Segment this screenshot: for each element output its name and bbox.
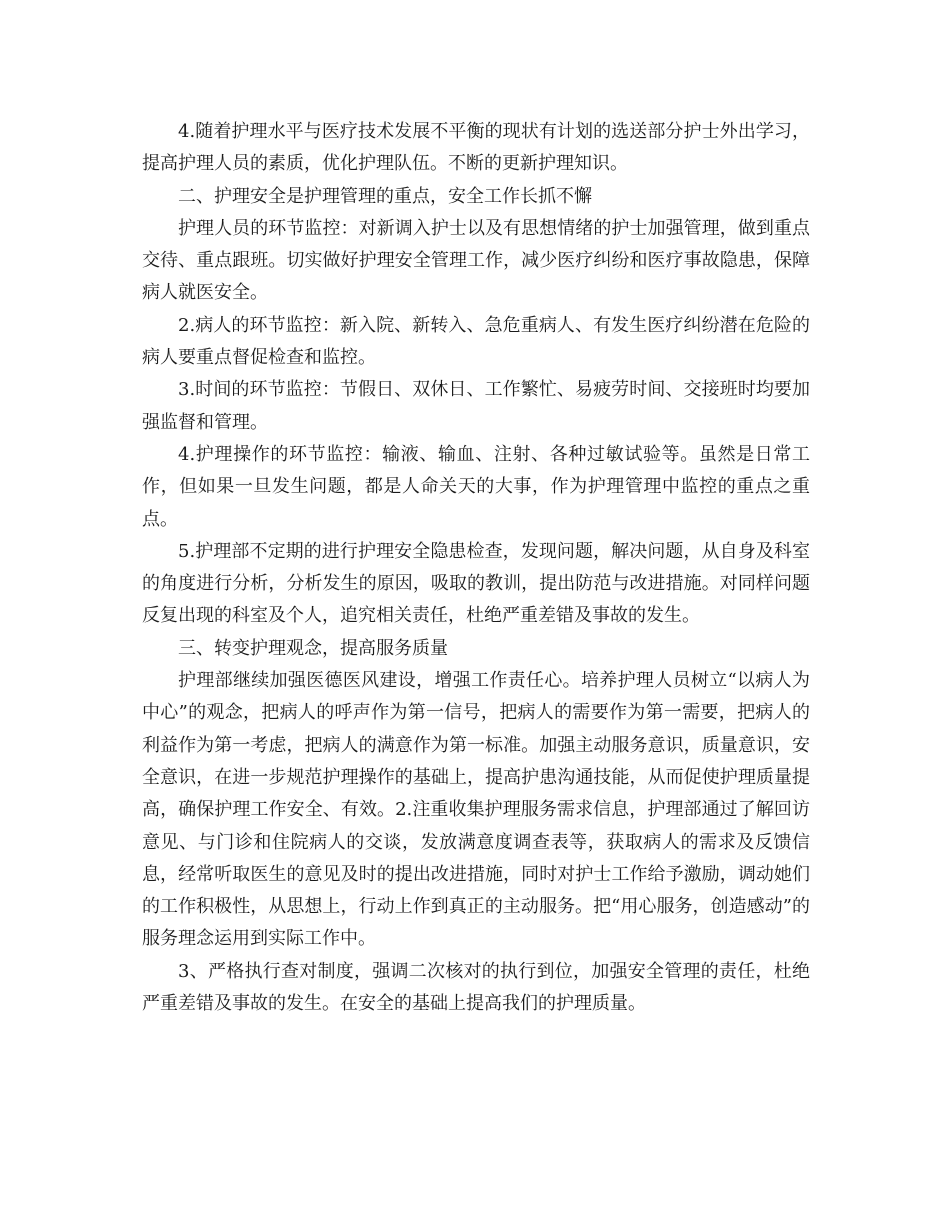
- paragraph-safety-inspection: 5.护理部不定期的进行护理安全隐患检查，发现问题，解决问题，从自身及科室的角度进行分析，分析发生的原因，吸取的教训，提出防范与改进措施。对同样问题反复出现的科室及个人，追究相关责任，杜绝严重差错及事故的发生。: [142, 540, 810, 627]
- paragraph-operation-monitoring: 4.护理操作的环节监控：输液、输血、注射、各种过敏试验等。虽然是日常工作，但如果一旦发生问题，都是人命关天的大事，作为护理管理中监控的重点之重点。: [142, 443, 810, 530]
- section-heading-safety: 二、护理安全是护理管理的重点，安全工作长抓不懈: [178, 185, 592, 207]
- section-heading-service: 三、转变护理观念，提高服务质量: [178, 637, 448, 659]
- document-body: [142, 116, 810, 1020]
- paragraph-study-abroad: 4.随着护理水平与医疗技术发展不平衡的现状有计划的选送部分护士外出学习，提高护理人员的素质，优化护理队伍。不断的更新护理知识。: [142, 121, 810, 175]
- paragraph-staff-monitoring: 护理人员的环节监控：对新调入护士以及有思想情绪的护士加强管理，做到重点交待、重点跟班。切实做好护理安全管理工作，减少医疗纠纷和医疗事故隐患，保障病人就医安全。: [142, 217, 810, 304]
- paragraph-time-monitoring: 3.时间的环节监控：节假日、双休日、工作繁忙、易疲劳时间、交接班时均要加强监督和管理。: [142, 379, 810, 433]
- paragraph-service-quality: 护理部继续加强医德医风建设，增强工作责任心。培养护理人员树立“以病人为中心”的观念，把病人的呼声作为第一信号，把病人的需要作为第一需要，把病人的利益作为第一考虑，把病人的满意作为第一标准。加强主动服务意识，质量意识，安全意识，在进一步规范护理操作的基础上，提高护患沟通技能，从而促使护理质量提高，确保护理工作安全、有效。2.注重收集护理服务需求信息，护理部通过了解回访意见、与门诊和住院病人的交谈，发放满意度调查表等，获取病人的需求及反馈信息，经常听取医生的意见及时的提出改进措施，同时对护士工作给予激励，调动她们的工作积极性，从思想上，行动上作到真正的主动服务。把“用心服务，创造感动”的服务理念运用到实际工作中。: [142, 670, 810, 950]
- paragraph-patient-monitoring: 2.病人的环节监控：新入院、新转入、急危重病人、有发生医疗纠纷潜在危险的病人要重点督促检查和监控。: [142, 314, 810, 369]
- paragraph-verification: 3、严格执行查对制度，强调二次核对的执行到位，加强安全管理的责任，杜绝严重差错及事故的发生。在安全的基础上提高我们的护理质量。: [142, 960, 810, 1015]
